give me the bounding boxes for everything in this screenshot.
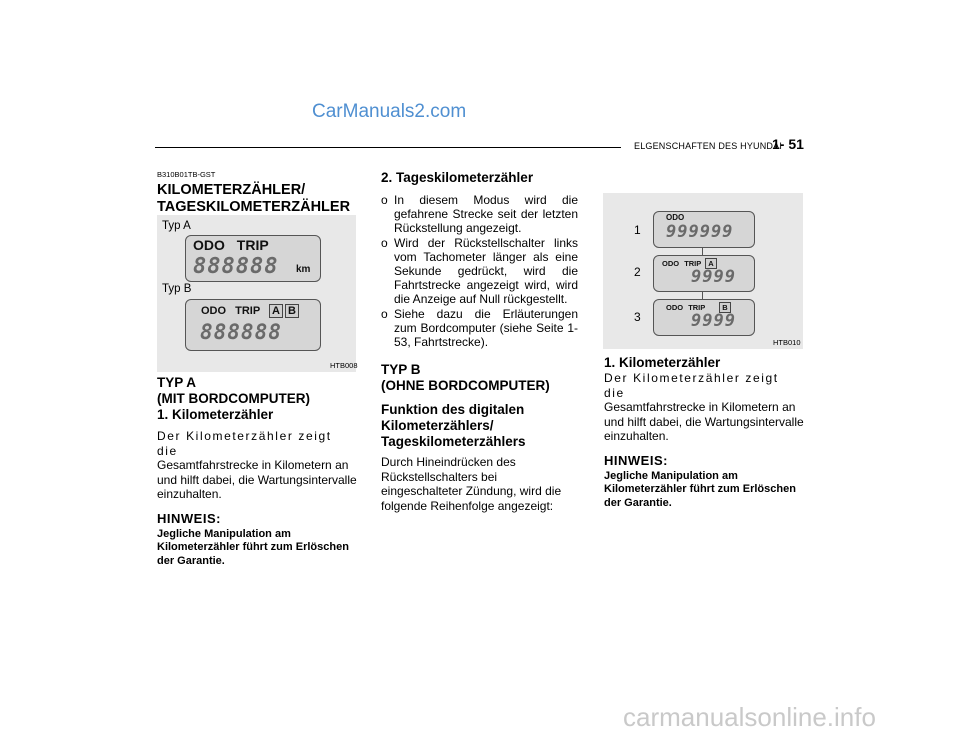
column-3-text <box>604 355 804 510</box>
trip-a-box: A <box>705 258 716 269</box>
figure-htb010 <box>603 193 803 349</box>
section-code: B310B01TB-GST <box>157 170 216 179</box>
odo-label: ODO <box>662 259 680 268</box>
lcd-digits: 999999 <box>666 222 734 242</box>
step-number-2: 2 <box>634 265 641 279</box>
display-trip-a <box>653 255 755 292</box>
column-2 <box>381 170 578 513</box>
section-title: ELGENSCHAFTEN DES HYUNDAI <box>634 141 783 151</box>
page-number: 1- 51 <box>772 136 804 152</box>
trip-b-box: B <box>285 304 299 318</box>
step-number-3: 3 <box>634 310 641 324</box>
bullet-mark: o <box>381 307 388 321</box>
bullet-mark: o <box>381 193 388 207</box>
connector-line <box>702 247 703 255</box>
typ-a-label: Typ A <box>162 220 191 232</box>
bullet-text: Siehe dazu die Erläuterungen zum Bordcomputer (siehe Seite 1-53, Fahrtstrecke). <box>394 307 578 349</box>
figure-label: HTB008 <box>330 361 358 370</box>
watermark-carmanuals2: CarManuals2.com <box>312 101 467 122</box>
km-unit: km <box>296 264 311 275</box>
warranty-warning: Jegliche Manipulation am Kilometerzähler führt zum Erlöschen der Garantie. <box>604 469 796 509</box>
display-typ-a <box>185 235 321 282</box>
trip-label: TRIP <box>684 259 702 268</box>
odometer-text-line-1: Der Kilometerzähler zeigt die <box>157 429 332 458</box>
typ-a-subheading: (MIT BORDCOMPUTER) <box>157 391 310 406</box>
odometer-heading: 1. Kilometerzähler <box>604 355 721 370</box>
lcd-digits: 888888 <box>193 254 279 279</box>
figure-label: HTB010 <box>773 338 801 347</box>
lcd-digits: 9999 <box>691 267 736 287</box>
odo-label: ODO <box>193 237 225 253</box>
header-rule <box>155 147 621 148</box>
odometer-heading: 1. Kilometerzähler <box>157 407 274 422</box>
odometer-text-line-1: Der Kilometerzähler zeigt die <box>604 371 779 400</box>
trip-b-box: B <box>719 302 730 313</box>
odometer-text: Gesamtfahrstrecke in Kilometern an und hilft dabei, die Wartungsintervalle einzuhalten. <box>157 458 357 501</box>
step-number-1: 1 <box>634 223 641 237</box>
bullet-item <box>381 236 578 306</box>
trip-label: TRIP <box>688 303 706 312</box>
typ-a-heading: TYP A <box>157 375 197 390</box>
bullet-text: Wird der Rückstellschalter links vom Tachometer länger als eine Sekunde gedrückt, wird die Fahrtstrecke angezeigt wird, wird die Anzeige auf Null rückgestellt. <box>394 236 578 306</box>
display-typ-b <box>185 299 321 351</box>
bullet-item <box>381 193 578 235</box>
trip-label: TRIP <box>236 237 269 253</box>
display-odo <box>653 211 755 248</box>
trip-a-box: A <box>269 304 283 318</box>
lcd-digits: 888888 <box>200 320 282 344</box>
odo-label: ODO <box>666 303 684 312</box>
bullet-text: In diesem Modus wird die gefahrene Strecke seit der letzten Rückstellung angezeigt. <box>394 193 578 235</box>
column-1-text <box>157 375 357 568</box>
connector-line <box>702 291 703 299</box>
main-title-line-1: KILOMETERZÄHLER/ <box>157 182 306 198</box>
figure-htb008 <box>157 215 356 372</box>
typ-b-subheading: (OHNE BORDCOMPUTER) <box>381 378 550 393</box>
bullet-item <box>381 307 578 349</box>
typ-b-heading: TYP B <box>381 362 421 377</box>
lcd-digits: 9999 <box>691 311 736 331</box>
function-heading-line-1: Funktion des digitalen <box>381 402 525 417</box>
display-trip-b <box>653 299 755 336</box>
note-heading: HINWEIS: <box>157 510 221 526</box>
note-heading: HINWEIS: <box>604 452 668 468</box>
trip-meter-heading: 2. Tageskilometerzähler <box>381 170 534 185</box>
odometer-text: Gesamtfahrstrecke in Kilometern an und hilft dabei, die Wartungsintervalle einzuhalten. <box>604 400 804 443</box>
main-title-line-2: TAGESKILOMETERZÄHLER <box>157 199 351 215</box>
function-heading-line-2: Kilometerzählers/ <box>381 418 494 433</box>
function-heading-line-3: Tageskilometerzählers <box>381 434 526 449</box>
odo-label: ODO <box>201 305 227 317</box>
trip-label: TRIP <box>235 305 260 317</box>
bullet-mark: o <box>381 236 388 250</box>
function-text: Durch Hineindrücken des Rückstellschalters bei eingeschalteter Zündung, wird die folgende Reihenfolge angezeigt: <box>381 455 562 513</box>
watermark-carmanualsonline: carmanualsonline.info <box>623 702 876 732</box>
warranty-warning: Jegliche Manipulation am Kilometerzähler führt zum Erlöschen der Garantie. <box>157 527 349 567</box>
odo-label: ODO <box>666 213 685 222</box>
column-1-header <box>157 170 357 216</box>
typ-b-label: Typ B <box>162 283 192 295</box>
